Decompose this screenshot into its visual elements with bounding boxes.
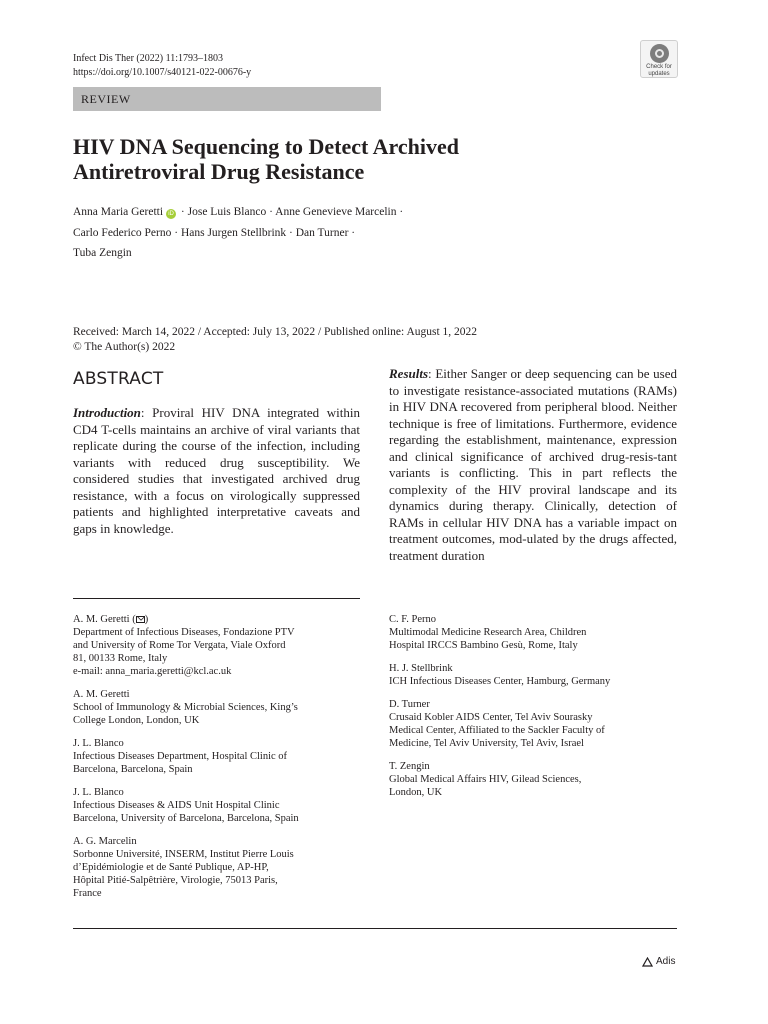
- article-type-label: REVIEW: [73, 87, 381, 111]
- affiliation-entry: A. M. Geretti School of Immunology & Microbial Sciences, King’s College London, London, UK: [73, 689, 298, 726]
- affiliation-entry: J. L. Blanco Infectious Diseases & AIDS Unit Hospital Clinic Barcelona, University of Barcelona, Barcelona, Spain: [73, 787, 299, 824]
- affiliations-right: [389, 613, 679, 809]
- publisher-name: Adis: [656, 956, 676, 967]
- publication-dates: Received: March 14, 2022 / Accepted: July 13, 2022 / Published online: August 1, 2022 © The Author(s) 2022: [73, 326, 478, 353]
- affiliations-left: [73, 613, 363, 910]
- abstract-heading: ABSTRACT: [73, 369, 164, 389]
- affiliation-entry: C. F. Perno Multimodal Medicine Research Area, Children Hospital IRCCS Bambino Gesù, Rome, Italy: [389, 614, 587, 651]
- doi-link[interactable]: https://doi.org/10.1007/s40121-022-00676-y: [73, 67, 252, 78]
- affiliation-divider: [73, 598, 360, 599]
- check-for-updates-badge[interactable]: Check for updates: [640, 40, 678, 78]
- copyright: © The Author(s) 2022: [73, 340, 176, 353]
- affiliation-entry: J. L. Blanco Infectious Diseases Department, Hospital Clinic of Barcelona, Barcelona, Spain: [73, 738, 288, 775]
- affiliation-entry: A. M. Geretti ( ) Department of Infectious Diseases, Fondazione PTV and University of Rome Tor Vergata, Viale Oxford 81, 00133 Rome, Italy e-mail: anna_maria.geretti@kcl.ac.uk: [73, 613, 363, 678]
- footer-divider: [73, 928, 677, 929]
- article-title: HIV DNA Sequencing to Detect Archived Antiretroviral Drug Resistance: [73, 134, 460, 184]
- results-label: Results: [389, 366, 429, 381]
- author-names: · Jose Luis Blanco · Anne Genevieve Marcelin ·: [178, 206, 404, 218]
- affiliation-entry: T. Zengin Global Medical Affairs HIV, Gilead Sciences, London, UK: [389, 761, 582, 798]
- author-list: [73, 202, 493, 264]
- orcid-icon[interactable]: iD: [166, 209, 176, 219]
- affiliation-entry: H. J. Stellbrink ICH Infectious Diseases Center, Hamburg, Germany: [389, 663, 611, 687]
- envelope-icon[interactable]: [136, 616, 145, 623]
- author-names: Carlo Federico Perno · Hans Jurgen Stellbrink · Dan Turner ·: [73, 226, 356, 239]
- check-updates-icon: [650, 44, 669, 63]
- triangle-logo-icon: [642, 957, 653, 967]
- affiliation-entry: A. G. Marcelin Sorbonne Université, INSERM, Institut Pierre Louis d’Epidémiologie et de Santé Publique, AP-HP, Hôpital Pitié-Salpêtrière, Virologie, 75013 Paris, France: [73, 836, 294, 899]
- author-names: Tuba Zengin: [73, 247, 132, 259]
- abstract-introduction: Introduction: Proviral HIV DNA integrated within CD4 T-cells maintains an archive of viral variants that replicate during the course of the infection, including variants with reduced drug susceptibility. We considered studies that investigated archived drug resistance, with a focus on virologically suppressed patients and highlighted interpretative caveats and gaps in knowledge.: [73, 405, 360, 536]
- introduction-label: Introduction: [73, 405, 141, 420]
- journal-citation: Infect Dis Ther (2022) 11:1793–1803: [73, 53, 223, 64]
- affiliation-entry: D. Turner Crusaid Kobler AIDS Center, Tel Aviv Sourasky Medical Center, Affiliated to the Sackler Faculty of Medicine, Tel Aviv University, Tel Aviv, Israel: [389, 699, 605, 749]
- publisher-logo: [642, 956, 675, 967]
- author-name[interactable]: Anna Maria Geretti: [73, 206, 164, 218]
- citation-header: [73, 52, 251, 80]
- email-link[interactable]: e-mail: anna_maria.geretti@kcl.ac.uk: [73, 666, 232, 677]
- abstract-results: Results: Either Sanger or deep sequencing can be used to investigate resistance-associated mutations (RAMs) in HIV DNA recovered from peripheral blood. Neither technique is free of limitations. Furthermore, evidence regarding the establishment, maintenance, expression and clinical significance of archived drug-resis-tant variants is conflicting. This in part reflects the complexity of the HIV proviral landscape and its dynamics during therapy. Clinically, detection of RAMs in cellular HIV DNA has a variable impact on treatment outcomes, mod-ulated by the drugs affected, treatment duration: [389, 366, 677, 563]
